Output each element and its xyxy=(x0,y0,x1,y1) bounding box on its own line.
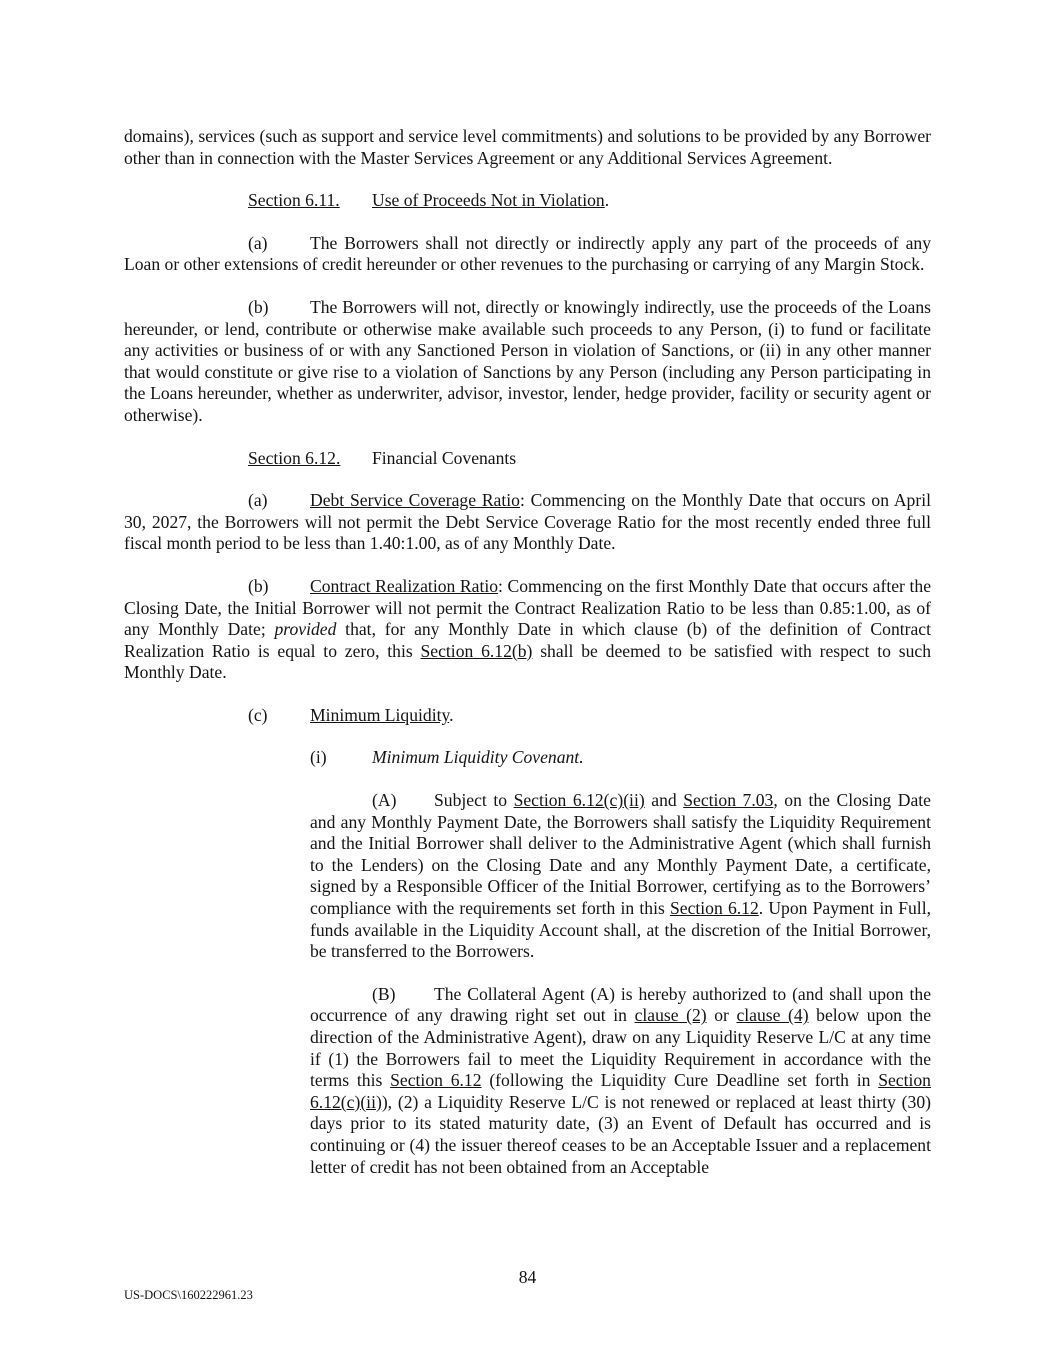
section-6-12-a xyxy=(124,490,931,555)
section-6-12-b xyxy=(124,576,931,684)
section-number: Section 6.11. xyxy=(248,190,340,211)
section-6-11-heading: Section 6.11. Use of Proceeds Not in Violation. xyxy=(248,190,610,211)
section-6-11-b xyxy=(124,297,931,427)
cross-reference: Section 6.12 xyxy=(670,898,759,919)
clause-text: Subject to xyxy=(434,790,514,811)
clause-text: : Commencing on the Monthly Date that occurs on April 30, 2027, the Borrowers will not permit the Debt Service Coverage Ratio for the most recently ended three full fiscal month period to be less than 1.40:1.00, as of any Monthly Date. xyxy=(124,490,931,554)
clause-text: The Borrowers will not, directly or knowingly indirectly, use the proceeds of the Loans hereunder, or lend, contribute or otherwise make available such proceeds to any Person, (i) to fund or facilitate any activities or business of or with any Sanctioned Person in violation of Sanctions, or (ii) in any other manner that would constitute or give rise to a violation of Sanctions by any Person (including any Person participating in the Loans hereunder, whether as underwriter, advisor, investor, lender, hedge provider, facility or security agent or otherwise). xyxy=(124,296,931,425)
clause-text: that, for any Monthly Date in which clause (b) of the definition of Contract Realization Ratio is equal to zero, this xyxy=(124,619,931,661)
defined-term: Contract Realization Ratio xyxy=(310,575,499,596)
clause-label: (i) xyxy=(310,747,327,768)
clause-text: (following the Liquidity Cure Deadline set forth in xyxy=(481,1070,879,1091)
clause-label: (b) xyxy=(248,296,269,317)
clause-label: (a) xyxy=(248,232,268,253)
paragraph-continuation: domains), services (such as support and service level commitments) and solutions to be provided by any Borrower other than in connection with the Master Services Agreement or any Additional Services Agreement. xyxy=(124,126,931,168)
subclause-B xyxy=(310,984,931,1178)
section-6-11-a xyxy=(124,233,931,276)
cross-reference: Section 6.12(c)(ii) xyxy=(310,1070,931,1112)
clause-text: The Borrowers shall not directly or indirectly apply any part of the proceeds of any Loan or other extensions of credit hereunder or other revenues to the purchasing or carrying of any Margin Stock. xyxy=(124,232,931,275)
defined-term: Minimum Liquidity xyxy=(310,704,450,725)
cross-reference: Section 6.12 xyxy=(390,1070,482,1091)
proviso-term: provided xyxy=(274,619,337,640)
cross-reference: clause (4) xyxy=(736,1005,809,1026)
defined-term: Debt Service Coverage Ratio xyxy=(310,490,520,511)
clause-text: or xyxy=(706,1005,737,1026)
clause-label: (a) xyxy=(248,490,268,511)
clause-text: and xyxy=(644,790,684,811)
section-6-12-c-i xyxy=(124,747,931,769)
clause-text: The Collateral Agent (A) is hereby authorized to (and shall upon the occurrence of any drawing right set out in xyxy=(310,983,931,1026)
clause-text: below upon the direction of the Administrative Agent), draw on any Liquidity Reserve L/C at any time if (1) the Borrowers fail to meet the Liquidity Requirement in accordance with the terms this xyxy=(310,1005,932,1091)
section-6-12-c: (c) Minimum Liquidity. xyxy=(248,704,454,725)
clause-label: (c) xyxy=(248,704,268,725)
section-number: Section 6.12. xyxy=(248,447,341,468)
cross-reference: Section 6.12(c)(ii) xyxy=(513,790,645,811)
section-6-12-heading xyxy=(124,448,931,470)
clause-text: shall be deemed to be satisfied with respect to such Monthly Date. xyxy=(124,640,931,683)
clause-label: (B) xyxy=(372,983,396,1004)
page-number: 84 xyxy=(518,1267,537,1287)
cross-reference: Section 6.12(b) xyxy=(420,640,533,661)
section-title: Financial Covenants xyxy=(372,447,517,468)
clause-label: (b) xyxy=(248,575,269,596)
clause-text: . Upon Payment in Full, funds available in the Liquidity Account shall, at the discretion of the Initial Borrower, be transferred to the Borrowers. xyxy=(310,898,931,962)
section-title: Use of Proceeds Not in Violation xyxy=(372,190,605,211)
clause-text: , on the Closing Date and any Monthly Payment Date, the Borrowers shall satisfy the Liquidity Requirement and the Initial Borrower shall deliver to the Administrative Agent (which shall furnish to the Lenders) on the Closing Date and any Monthly Payment Date, a certificate, signed by a Responsible Officer of the Initial Borrower, certifying as to the Borrowers’ compliance with the requirements set forth in this xyxy=(310,790,931,919)
clause-label: (A) xyxy=(372,790,397,811)
cross-reference: clause (2) xyxy=(634,1005,707,1026)
clause-text: : Commencing on the first Monthly Date that occurs after the Closing Date, the Initial Borrower will not permit the Contract Realization Ratio to be less than 0.85:1.00, as of any Monthly Date; xyxy=(124,575,931,640)
subclause-A xyxy=(310,790,931,963)
document-id: US-DOCS\160222961.23 xyxy=(124,1288,253,1302)
clause-title: Minimum Liquidity Covenant. xyxy=(372,747,584,768)
clause-text: ), (2) a Liquidity Reserve L/C is not renewed or replaced at least thirty (30) days prior to its stated maturity date, (3) an Event of Default has occurred and is continuing or (4) the issuer thereof ceases to be an Acceptable Issuer and a replacement letter of credit has not been obtained from an Acceptable xyxy=(310,1091,931,1177)
cross-reference: Section 7.03 xyxy=(683,790,774,811)
document-page xyxy=(124,126,931,1178)
